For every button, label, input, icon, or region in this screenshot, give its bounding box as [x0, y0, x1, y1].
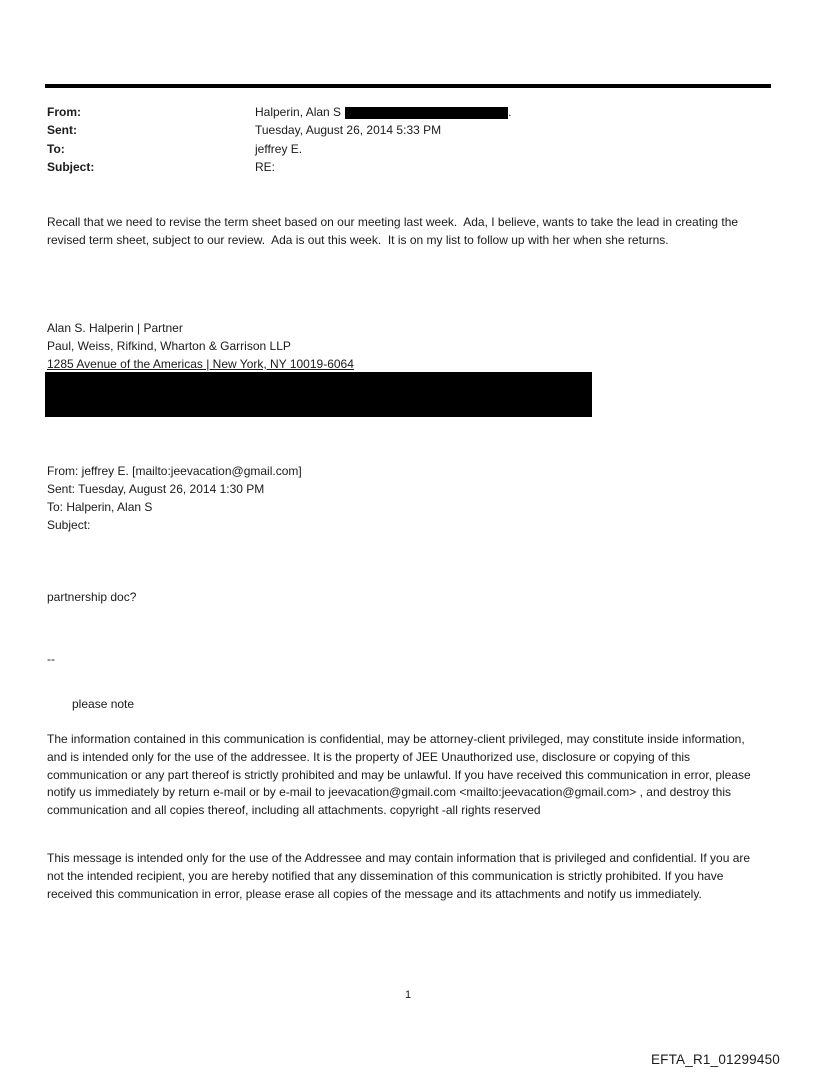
sent-value: Tuesday, August 26, 2014 5:33 PM	[255, 123, 442, 138]
quoted-email-body: partnership doc?	[47, 590, 137, 604]
from-suffix: .	[508, 105, 512, 119]
header-row-subject	[47, 158, 767, 176]
email-body-paragraph: Recall that we need to revise the term sheet based on our meeting last week. Ada, I believe, wants to take the lead in creating the revised term sheet, subject to our review. Ada is out this week. It is on my list to follow up with her when she returns.	[47, 215, 742, 247]
quoted-email-header	[47, 462, 763, 534]
bates-number: EFTA_R1_01299450	[650, 1052, 780, 1067]
header-row-sent	[47, 121, 767, 139]
from-label: From:	[47, 105, 81, 119]
to-value: jeffrey E.	[255, 141, 303, 156]
redaction-bar-inline	[345, 107, 508, 119]
quoted-from-line: From: jeffrey E. [mailto:jeevacation@gmail.com]	[47, 464, 302, 478]
sent-label: Sent:	[47, 123, 77, 138]
confidentiality-disclaimer-2: This message is intended only for the use of the Addressee and may contain information that is privileged and confidential. If you are not the intended recipient, you are hereby notified that any dissemination of this communication is strictly prohibited. If you have received this communication in error, please erase all copies of the message and its attachments and notify us immediately.	[47, 851, 754, 901]
please-note-label: please note	[72, 697, 135, 711]
signature-firm: Paul, Weiss, Rifkind, Wharton & Garrison LLP	[47, 339, 291, 353]
quoted-subject-line: Subject:	[47, 518, 91, 532]
page-number: 1	[404, 989, 412, 1001]
confidentiality-disclaimer-1: The information contained in this communication is confidential, may be attorney-client privileged, may constitute inside information, and is intended only for the use of the addressee. It is the property of JEE Unauthorized use, disclosure or copying of this communication or any part thereof is strictly prohibited and may be unlawful. If you have received this communication in error, please notify us immediately by return e-mail or by e-mail to jeevacation@gmail.com <mailto:jeevacation@gmail.com> , and destroy this communication and all copies thereof, including all attachments. copyright -all rights reserved	[47, 732, 755, 818]
subject-value: RE:	[255, 159, 276, 174]
signature-address: 1285 Avenue of the Americas | New York, NY 10019-6064	[47, 357, 354, 371]
signature-name-title: Alan S. Halperin | Partner	[47, 321, 183, 335]
header-divider-rule	[45, 84, 771, 88]
from-value	[255, 103, 511, 121]
redaction-block	[45, 372, 592, 417]
header-row-from	[47, 103, 767, 121]
to-label: To:	[47, 141, 65, 156]
header-row-to	[47, 140, 767, 158]
quoted-sent-line: Sent: Tuesday, August 26, 2014 1:30 PM	[47, 482, 265, 496]
email-header	[47, 103, 767, 176]
from-sender-name: Halperin, Alan S	[255, 105, 342, 119]
subject-label: Subject:	[47, 159, 95, 174]
signature-block	[47, 319, 763, 373]
signature-separator: --	[47, 652, 55, 666]
quoted-to-line: To: Halperin, Alan S	[47, 500, 153, 514]
